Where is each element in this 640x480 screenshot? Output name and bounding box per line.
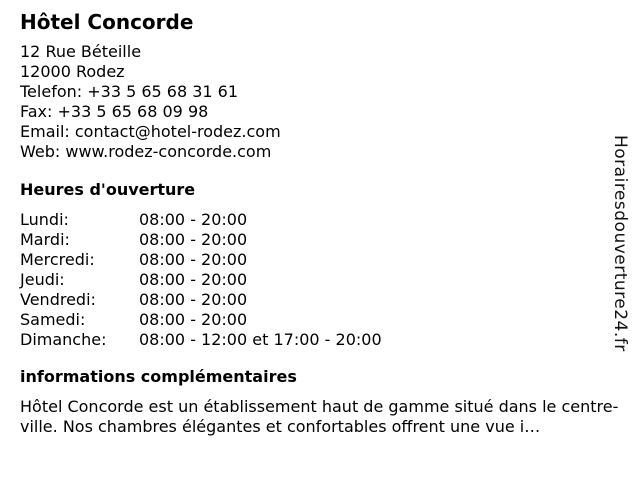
info-text: Hôtel Concorde est un établissement haut de gamme situé dans le centre-ville. Nos chambres élégantes et confortables offrent une vue i… [20,397,619,436]
web-line[interactable]: Web: www.rodez-concorde.com [20,142,272,161]
hours-row [20,310,620,330]
day-label: Mercredi: [20,250,95,269]
hours-row [20,230,620,250]
city-address: 12000 Rodez [20,62,125,81]
day-label: Lundi: [20,210,69,229]
time-label: 08:00 - 12:00 et 17:00 - 20:00 [139,330,382,349]
hours-heading: Heures d'ouverture [20,180,196,199]
info-heading: informations complémentaires [20,367,297,386]
hours-row [20,330,620,350]
fax-line: Fax: +33 5 65 68 09 98 [20,102,209,121]
hours-table [20,210,620,350]
day-label: Vendredi: [20,290,96,309]
hours-row [20,210,620,230]
day-label: Jeudi: [20,270,65,289]
hours-row [20,250,620,270]
time-label: 08:00 - 20:00 [139,310,248,329]
hours-row [20,270,620,290]
time-label: 08:00 - 20:00 [139,230,248,249]
day-label: Mardi: [20,230,70,249]
hours-row [20,290,620,310]
time-label: 08:00 - 20:00 [139,270,248,289]
hotel-card [20,8,620,437]
day-label: Dimanche: [20,330,107,349]
street-address: 12 Rue Béteille [20,42,142,61]
time-label: 08:00 - 20:00 [139,210,248,229]
site-watermark: Horairesdouverture24.fr [610,135,630,352]
hotel-name: Hôtel Concorde [20,10,194,34]
time-label: 08:00 - 20:00 [139,290,248,309]
email-line[interactable]: Email: contact@hotel-rodez.com [20,122,281,141]
time-label: 08:00 - 20:00 [139,250,248,269]
phone-line[interactable]: Telefon: +33 5 65 68 31 61 [20,82,239,101]
day-label: Samedi: [20,310,86,329]
